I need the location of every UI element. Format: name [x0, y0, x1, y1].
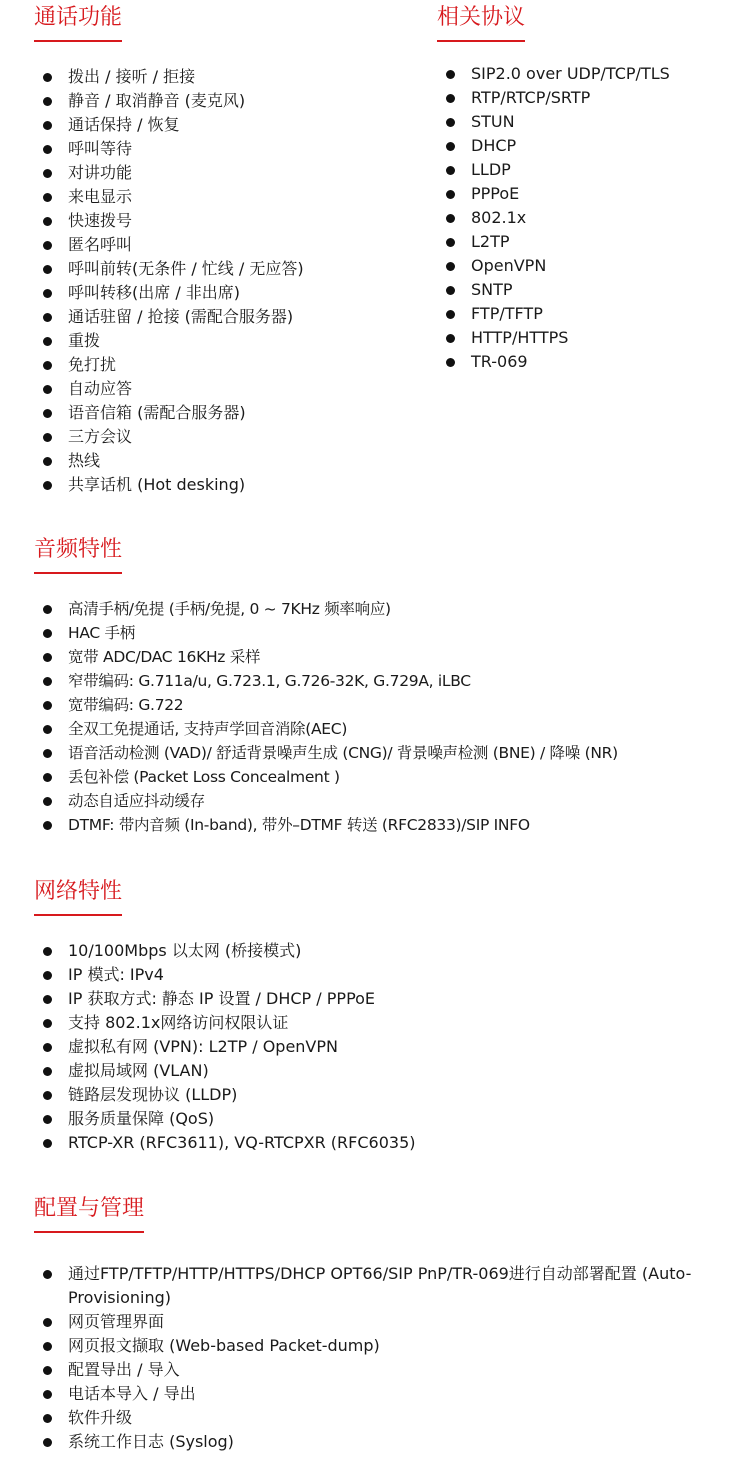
list-item-text: 10/100Mbps 以太网 (桥接模式): [68, 941, 302, 960]
bullet-icon: [43, 1342, 52, 1351]
list-item: [34, 473, 394, 497]
list-item-text: TR-069: [471, 352, 528, 371]
list-item-text: SNTP: [471, 280, 513, 299]
list-item: [34, 1406, 714, 1430]
list-item-text: 窄带编码: G.711a/u, G.723.1, G.726-32K, G.729A, iLBC: [68, 672, 471, 690]
list-item: [34, 741, 744, 765]
list-item-text: 呼叫转移(出席 / 非出席): [68, 283, 241, 302]
list-item: [34, 1334, 714, 1358]
list-item: [437, 206, 737, 230]
bullet-icon: [43, 605, 52, 614]
list-item: [34, 765, 744, 789]
list-item-text: 匿名呼叫: [68, 235, 133, 254]
list-item-text: 全双工免提通话, 支持声学回音消除(AEC): [68, 720, 348, 738]
bullet-icon: [446, 142, 455, 151]
list-item-text: HTTP/HTTPS: [471, 328, 569, 347]
list-item: [34, 987, 734, 1011]
list-item-text: RTCP-XR (RFC3611), VQ-RTCPXR (RFC6035): [68, 1133, 416, 1152]
list-item-text: 自动应答: [68, 379, 133, 398]
list-item: [437, 158, 737, 182]
bullet-icon: [43, 995, 52, 1004]
list-item-text: 三方会议: [68, 427, 133, 446]
list-item: [437, 254, 737, 278]
list-item: [34, 813, 744, 837]
management-list: [34, 1262, 714, 1454]
bullet-icon: [43, 409, 52, 418]
list-item-text: LLDP: [471, 160, 511, 179]
bullet-icon: [43, 1091, 52, 1100]
bullet-icon: [43, 1019, 52, 1028]
list-item: [34, 1131, 734, 1155]
list-item-text: RTP/RTCP/SRTP: [471, 88, 591, 107]
list-item-text: 电话本导入 / 导出: [68, 1384, 196, 1403]
bullet-icon: [43, 145, 52, 154]
list-item-text: 支持 802.1x网络访问权限认证: [68, 1013, 289, 1032]
bullet-icon: [43, 1139, 52, 1148]
bullet-icon: [446, 214, 455, 223]
list-item-text: 静音 / 取消静音 (麦克风): [68, 91, 246, 110]
list-item: [34, 1083, 734, 1107]
list-item-text: DHCP: [471, 136, 517, 155]
list-item-text: 网页报文撷取 (Web-based Packet-dump): [68, 1336, 380, 1355]
bullet-icon: [446, 358, 455, 367]
list-item: [34, 185, 394, 209]
list-item: [437, 86, 737, 110]
list-item-text: 服务质量保障 (QoS): [68, 1109, 215, 1128]
list-item-text: 802.1x: [471, 208, 527, 227]
list-item: [34, 1059, 734, 1083]
list-item-text: 高清手柄/免提 (手柄/免提, 0 ~ 7KHz 频率响应): [68, 600, 391, 618]
bullet-icon: [43, 121, 52, 130]
bullet-icon: [446, 262, 455, 271]
bullet-icon: [446, 334, 455, 343]
list-item-text: 虚拟局域网 (VLAN): [68, 1061, 209, 1080]
list-item-text: 系统工作日志 (Syslog): [68, 1432, 234, 1451]
list-item: [437, 62, 737, 86]
list-item-text: 通过FTP/TFTP/HTTP/HTTPS/DHCP OPT66/SIP PnP/TR-069进行自动部署配置 (Auto-Provisioning): [68, 1264, 692, 1307]
list-item: [34, 1011, 734, 1035]
list-item: [34, 1107, 734, 1131]
list-item-text: 网页管理界面: [68, 1312, 165, 1331]
list-item-text: FTP/TFTP: [471, 304, 543, 323]
list-item-text: 配置导出 / 导入: [68, 1360, 180, 1379]
list-item-text: 语音活动检测 (VAD)/ 舒适背景噪声生成 (CNG)/ 背景噪声检测 (BNE) / 降噪 (NR): [68, 744, 618, 762]
list-item: [437, 278, 737, 302]
bullet-icon: [43, 385, 52, 394]
bullet-icon: [43, 313, 52, 322]
bullet-icon: [43, 1438, 52, 1447]
audio-features-list: [34, 597, 744, 837]
list-item-text: 重拨: [68, 331, 101, 350]
call-features-list: [34, 65, 394, 497]
bullet-icon: [43, 265, 52, 274]
list-item: [34, 305, 394, 329]
list-item: [34, 1310, 714, 1334]
list-item-text: 快速拨号: [68, 211, 133, 230]
bullet-icon: [43, 1366, 52, 1375]
network-features-section: [34, 878, 734, 1155]
bullet-icon: [43, 217, 52, 226]
list-item-text: 宽带 ADC/DAC 16KHz 采样: [68, 648, 261, 666]
list-item: [437, 302, 737, 326]
list-item: [34, 353, 394, 377]
bullet-icon: [446, 94, 455, 103]
list-item-text: 呼叫等待: [68, 139, 133, 158]
list-item: [34, 209, 394, 233]
protocols-list: [437, 62, 737, 374]
list-item: [437, 230, 737, 254]
list-item: [34, 233, 394, 257]
bullet-icon: [43, 1414, 52, 1423]
list-item: [34, 257, 394, 281]
list-item: [437, 110, 737, 134]
list-item-text: PPPoE: [471, 184, 520, 203]
list-item: [34, 449, 394, 473]
list-item: [34, 669, 744, 693]
bullet-icon: [43, 1067, 52, 1076]
bullet-icon: [43, 361, 52, 370]
bullet-icon: [43, 433, 52, 442]
list-item: [34, 161, 394, 185]
list-item-text: 丢包补偿 (Packet Loss Concealment ): [68, 768, 340, 786]
list-item: [34, 281, 394, 305]
list-item-text: L2TP: [471, 232, 510, 251]
management-section: [34, 1195, 714, 1454]
bullet-icon: [43, 971, 52, 980]
list-item-text: 虚拟私有网 (VPN): L2TP / OpenVPN: [68, 1037, 338, 1056]
list-item-text: IP 模式: IPv4: [68, 965, 164, 984]
list-item: [34, 1262, 708, 1310]
list-item: [34, 939, 734, 963]
bullet-icon: [446, 166, 455, 175]
list-item: [437, 134, 737, 158]
list-item: [34, 1430, 714, 1454]
call-features-heading: 通话功能: [34, 4, 122, 42]
list-item: [437, 350, 737, 374]
list-item: [34, 597, 744, 621]
bullet-icon: [43, 947, 52, 956]
list-item-text: 软件升级: [68, 1408, 133, 1427]
list-item-text: 来电显示: [68, 187, 133, 206]
bullet-icon: [43, 1043, 52, 1052]
list-item: [34, 1035, 734, 1059]
management-heading: 配置与管理: [34, 1195, 144, 1233]
list-item-text: 动态自适应抖动缓存: [68, 792, 205, 810]
list-item: [437, 182, 737, 206]
bullet-icon: [43, 1390, 52, 1399]
bullet-icon: [43, 677, 52, 686]
bullet-icon: [446, 118, 455, 127]
list-item-text: HAC 手柄: [68, 624, 135, 642]
bullet-icon: [43, 749, 52, 758]
protocols-heading: 相关协议: [437, 4, 525, 42]
protocols-section: [437, 4, 737, 374]
bullet-icon: [43, 337, 52, 346]
list-item-text: 呼叫前转(无条件 / 忙线 / 无应答): [68, 259, 304, 278]
bullet-icon: [43, 1318, 52, 1327]
list-item-text: IP 获取方式: 静态 IP 设置 / DHCP / PPPoE: [68, 989, 376, 1008]
call-features-section: [34, 4, 394, 497]
bullet-icon: [446, 310, 455, 319]
network-features-heading: 网络特性: [34, 878, 122, 916]
list-item: [34, 1382, 714, 1406]
list-item-text: STUN: [471, 112, 515, 131]
bullet-icon: [446, 190, 455, 199]
list-item: [34, 645, 744, 669]
list-item-text: 热线: [68, 451, 101, 470]
bullet-icon: [43, 169, 52, 178]
list-item-text: SIP2.0 over UDP/TCP/TLS: [471, 64, 670, 83]
audio-features-section: [34, 536, 744, 837]
list-item: [34, 89, 394, 113]
network-features-list: [34, 939, 734, 1155]
list-item: [34, 789, 744, 813]
list-item-text: DTMF: 带内音频 (In-band), 带外–DTMF 转送 (RFC2833)/SIP INFO: [68, 816, 530, 834]
list-item: [34, 1358, 714, 1382]
list-item: [34, 693, 744, 717]
bullet-icon: [446, 70, 455, 79]
list-item-text: 共享话机 (Hot desking): [68, 475, 246, 494]
bullet-icon: [43, 725, 52, 734]
bullet-icon: [43, 653, 52, 662]
bullet-icon: [43, 97, 52, 106]
bullet-icon: [43, 73, 52, 82]
list-item: [34, 113, 394, 137]
bullet-icon: [43, 241, 52, 250]
list-item-text: 通话驻留 / 抢接 (需配合服务器): [68, 307, 294, 326]
bullet-icon: [43, 481, 52, 490]
bullet-icon: [43, 457, 52, 466]
list-item: [34, 65, 394, 89]
list-item: [34, 621, 744, 645]
list-item: [437, 326, 737, 350]
list-item-text: OpenVPN: [471, 256, 547, 275]
list-item: [34, 963, 734, 987]
list-item-text: 对讲功能: [68, 163, 133, 182]
list-item: [34, 425, 394, 449]
bullet-icon: [43, 289, 52, 298]
list-item-text: 拨出 / 接听 / 拒接: [68, 67, 196, 86]
bullet-icon: [43, 701, 52, 710]
bullet-icon: [446, 238, 455, 247]
bullet-icon: [43, 193, 52, 202]
bullet-icon: [43, 797, 52, 806]
bullet-icon: [43, 773, 52, 782]
list-item: [34, 137, 394, 161]
bullet-icon: [43, 1115, 52, 1124]
list-item-text: 通话保持 / 恢复: [68, 115, 180, 134]
list-item: [34, 377, 394, 401]
list-item-text: 免打扰: [68, 355, 117, 374]
list-item: [34, 329, 394, 353]
list-item-text: 语音信箱 (需配合服务器): [68, 403, 246, 422]
bullet-icon: [43, 821, 52, 830]
list-item-text: 链路层发现协议 (LLDP): [68, 1085, 238, 1104]
list-item: [34, 401, 394, 425]
bullet-icon: [446, 286, 455, 295]
bullet-icon: [43, 629, 52, 638]
audio-features-heading: 音频特性: [34, 536, 122, 574]
list-item-text: 宽带编码: G.722: [68, 696, 184, 714]
list-item: [34, 717, 744, 741]
bullet-icon: [43, 1270, 52, 1279]
